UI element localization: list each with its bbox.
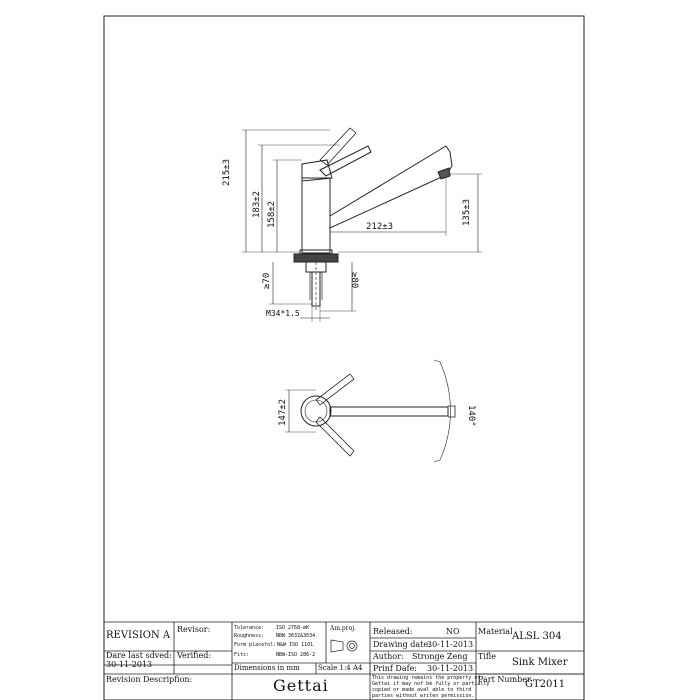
scale-label: Scale 1:4 A4 xyxy=(318,664,363,672)
verified-label: Verified: xyxy=(177,651,212,660)
dim-swivel-angle: 140° xyxy=(466,405,476,427)
date-last-saved-value: 30-11-2013 xyxy=(106,660,153,669)
dimensions-unit-label: Dimensions in mm xyxy=(234,664,300,672)
spout-tip xyxy=(438,168,450,179)
deck xyxy=(294,254,338,262)
copyright-note-line-1: This drawing remains the property of xyxy=(372,675,481,681)
dim-overall-height: 215±3 xyxy=(222,158,232,186)
author-value: Stronge Zeng xyxy=(412,652,468,661)
revision-label: REVISION A xyxy=(106,630,171,641)
projection-label: Am.proj. xyxy=(330,625,357,632)
dim-shank-70: ≥70 xyxy=(262,272,272,289)
plan-spout xyxy=(330,407,448,416)
date-last-saved-label: Dare last sdved: xyxy=(106,651,172,660)
dim-spout-height: 135±3 xyxy=(462,198,472,226)
material-label: Material xyxy=(478,627,513,636)
revision-description-label: Revision Descripfion: xyxy=(106,675,193,684)
spout xyxy=(330,146,452,228)
dim-plan-width: 147±2 xyxy=(278,398,288,426)
tolerance-value: ISO 2768-mK xyxy=(276,625,310,631)
plan-view xyxy=(285,360,455,462)
author-label: Author: xyxy=(373,652,404,661)
plan-handle-arm-lower xyxy=(316,417,354,456)
released-value: NO xyxy=(446,627,460,636)
dim-body-158: 158±2 xyxy=(267,200,277,228)
dim-shank-80: ≥80 xyxy=(349,272,359,289)
elevation-view xyxy=(294,128,452,310)
title-label: Tifle xyxy=(478,652,496,661)
print-date-label: Prinf Dafe: xyxy=(373,664,417,673)
sheet-border xyxy=(104,16,584,700)
mixer-body xyxy=(302,178,330,253)
dim-spout-reach: 212±3 xyxy=(366,222,394,232)
form-label: Form placefol: xyxy=(234,642,277,648)
roughness-value: NBW 3632&3634 xyxy=(276,633,316,639)
roughness-label: Roughness: xyxy=(234,633,265,639)
fits-value: NBW-ISO 286-2 xyxy=(276,652,316,658)
company-name: Gettai xyxy=(273,676,329,695)
swivel-arc xyxy=(440,362,450,460)
plan-handle-arm-upper xyxy=(316,374,354,405)
tolerance-label: Tolerance: xyxy=(234,625,265,631)
drawing-date-label: Drawing date: xyxy=(373,640,431,649)
copyright-note-line-2: Gettai if may nof be fully or partially xyxy=(372,681,490,687)
revisor-label: Revisor: xyxy=(177,625,211,634)
dim-body-183: 183±2 xyxy=(252,190,262,218)
form-value: N&W ISO 1101 xyxy=(277,642,314,648)
print-date-value: 30-11-2013 xyxy=(427,664,474,673)
projection-symbol xyxy=(331,640,357,652)
fits-label: Fits: xyxy=(234,652,250,658)
part-number-value: GT2011 xyxy=(525,679,566,690)
dim-thread: M34*1.5 xyxy=(266,309,300,318)
drawing-date-value: 30-11-2013 xyxy=(427,640,474,649)
title-value: Sink Mixer xyxy=(512,657,568,668)
elevation-dimensions xyxy=(242,130,482,322)
released-label: Released: xyxy=(373,627,413,636)
material-value: ALSL 304 xyxy=(512,631,562,642)
part-number-label: Part Number xyxy=(478,675,531,684)
copyright-note-line-3: copied or made aval_able to third xyxy=(372,687,472,693)
handle-ghost-lever xyxy=(320,128,356,165)
copyright-note-line-4: parties without writen permission. xyxy=(372,693,475,699)
